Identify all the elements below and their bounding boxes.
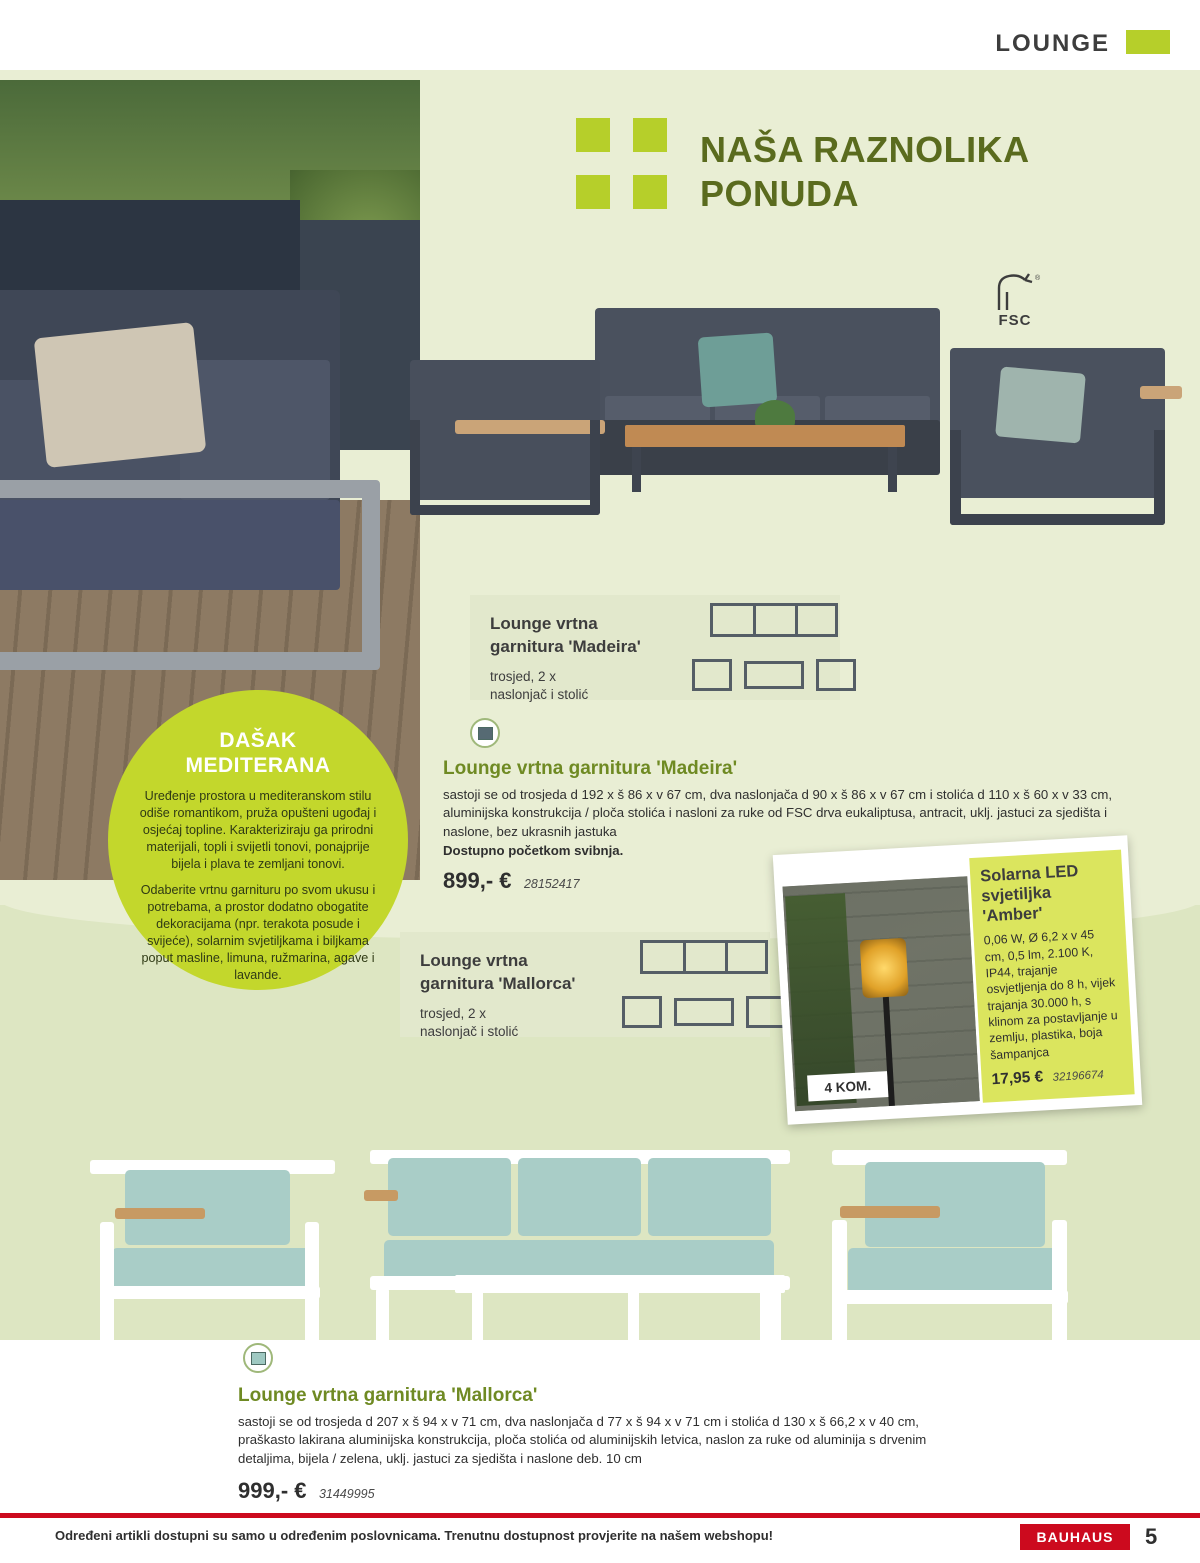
armchair-right-cross-frame: [832, 1290, 1068, 1304]
callout-paragraph-2: Odaberite vrtnu garnituru po svom ukusu i potrebama, a prostor dodatno obogatite dekoracijama (npr. terakota posude i svijeće), solarnim svjetiljkama i biljkama poput masline, limuna, ružmarina, agave i lavande.: [140, 883, 376, 983]
madeira-box-sub-line2: naslonjač i stolić: [490, 687, 589, 703]
mallorca-box-sub-line2: naslonjač i stolić: [420, 1024, 519, 1040]
madeira-availability: Dostupno početkom svibnja.: [443, 843, 624, 859]
solar-price: 17,95 €: [991, 1068, 1044, 1089]
sofa-back-cushion-3: [648, 1158, 771, 1236]
madeira-price: 899,- €: [443, 868, 512, 894]
mallorca-box-title-line1: Lounge vrtna: [420, 951, 528, 970]
madeira-product-description: sastoji se od trosjeda d 192 x š 86 x v 67 cm, dva naslonjača d 90 x š 86 x v 67 cm i stolića d 110 x š 60 x v 33 cm, aluminijska konstrukcija / ploča stolića i nasloni za ruke od FSC drva eukaliptusa, antracit, uklj. jastuci za sjedišta i naslone, bez ukrasnih jastuka: [443, 787, 1112, 839]
armchair-left-seat-cushion: [112, 1248, 312, 1290]
solar-title-line3: 'Amber': [981, 903, 1044, 926]
mallorca-table-leg-2: [628, 1293, 639, 1368]
svg-text:®: ®: [1035, 275, 1041, 282]
armchair-right-armrest-wood: [840, 1206, 940, 1218]
madeira-info-box: [470, 595, 840, 703]
madeira-article-number: 28152417: [523, 877, 580, 892]
pictogram-sofa-divider-2: [725, 943, 728, 971]
mallorca-price-row: [238, 1478, 938, 1504]
pictogram-armchair-left: [692, 659, 732, 691]
solar-article-number: 32196674: [1052, 1069, 1105, 1084]
mediterranean-callout: [108, 690, 408, 990]
hero-decorative-pillow: [34, 322, 207, 468]
madeira-box-title-line1: Lounge vrtna: [490, 614, 598, 633]
mallorca-color-swatch-chip: [251, 1352, 266, 1365]
solar-lamp-info: [969, 850, 1134, 1103]
solar-price-row: [991, 1064, 1124, 1089]
solar-title-line1: Solarna LED: [979, 862, 1079, 886]
armchair-left-cross-frame: [100, 1286, 320, 1299]
headline-square-1: [576, 118, 610, 152]
armchair-left-armrest-wood: [115, 1208, 205, 1219]
mallorca-info-box: [400, 932, 770, 1040]
callout-title-line1: DAŠAK: [219, 729, 297, 752]
mallorca-coffee-table-top: [455, 1275, 785, 1293]
pictogram-sofa-divider-2: [795, 606, 798, 634]
pictogram-sofa: [640, 940, 768, 974]
solar-lamp-description: 0,06 W, Ø 6,2 x v 45 cm, 0,5 lm, 2.100 K, IP44, trajanje osvjetljenja do 8 h, vijek trajanja 30.000 h, s klinom za postavljanje u zemlju, plastika, boja šampanjca: [983, 927, 1119, 1063]
mallorca-box-sub-line1: trosjed, 2 x: [420, 1005, 487, 1021]
page-title: [700, 128, 1170, 216]
mallorca-color-swatch: [243, 1343, 273, 1373]
madeira-color-swatch-chip: [478, 727, 493, 740]
headline-square-4: [633, 175, 667, 209]
armchair-right-seat-cushion: [848, 1248, 1058, 1294]
pictogram-armchair-left: [622, 996, 662, 1028]
mallorca-article-number: 31449995: [318, 1487, 375, 1502]
pictogram-armchair-right: [816, 659, 856, 691]
bauhaus-logo: BAUHAUS: [1020, 1524, 1130, 1550]
armchair-right-back-cushion: [865, 1162, 1045, 1247]
page-number: 5: [1145, 1524, 1158, 1549]
armchair-right-leg-2: [1052, 1220, 1067, 1355]
page-header: [0, 0, 1200, 70]
page-title-line-1: NAŠA RAZNOLIKA: [700, 129, 1030, 170]
pictogram-sofa: [710, 603, 838, 637]
sofa-back-cushion-2: [518, 1158, 641, 1236]
mallorca-product-description: sastoji se od trosjeda d 207 x š 94 x v 71 cm, dva naslonjača d 77 x š 94 x v 71 cm i stolića d 130 x š 66,2 x v 40 cm, praškasto lakirana aluminijska konstrukcija, ploča stolića od aluminijskih letvica, naslon za ruke od aluminija s drvenim detaljima, bijela / zelena, uklj. jastuci za sjedišta i naslone deb. 10 cm: [238, 1414, 927, 1466]
solar-lamp-light: [860, 938, 909, 998]
madeira-armchair-right-armrest: [1140, 386, 1182, 399]
madeira-set-pictogram: [710, 603, 850, 693]
mallorca-price: 999,- €: [238, 1478, 307, 1504]
madeira-armchair-right-frame: [950, 430, 1165, 525]
madeira-decorative-pillow: [698, 332, 778, 407]
sofa-back-cushion-1: [388, 1158, 511, 1236]
hero-sofa-frame: [0, 480, 380, 670]
solar-title-line2: svjetiljka: [980, 883, 1052, 906]
solar-lamp-title: [980, 860, 1115, 927]
madeira-product-photo: [400, 300, 1180, 570]
mallorca-set-pictogram: [640, 940, 780, 1030]
mallorca-armchair-left: [90, 1160, 335, 1355]
madeira-coffee-table-top: [625, 425, 905, 447]
section-label: LOUNGE: [995, 30, 1110, 57]
solar-quantity-badge: 4 KOM.: [807, 1071, 888, 1101]
madeira-product-name: Lounge vrtna garnitura 'Madeira': [443, 758, 738, 779]
mallorca-product-block: [238, 1385, 938, 1504]
sofa-armrest-wood: [364, 1190, 398, 1201]
footer-note: Određeni artikli dostupni su samo u određenim poslovnicama. Trenutnu dostupnost provjerite na našem webshopu!: [55, 1528, 773, 1543]
pictogram-table: [674, 998, 734, 1026]
madeira-box-sub-line1: trosjed, 2 x: [490, 668, 557, 684]
solar-lamp-card: [773, 835, 1143, 1124]
madeira-color-swatch: [470, 718, 500, 748]
pictogram-sofa-divider-1: [683, 943, 686, 971]
pictogram-sofa-divider-1: [753, 606, 756, 634]
page-title-line-2: PONUDA: [700, 172, 860, 214]
mallorca-product-photo: [60, 1125, 1150, 1385]
mallorca-sofa: [370, 1150, 790, 1335]
madeira-armchair-left-frame: [410, 420, 600, 515]
mallorca-box-title-line2: garnitura 'Mallorca': [420, 973, 576, 993]
armchair-right-leg-1: [832, 1220, 847, 1355]
headline-square-2: [633, 118, 667, 152]
callout-title-line2: MEDITERANA: [185, 754, 331, 778]
callout-paragraph-1: Uređenje prostora u mediteranskom stilu odiše romantikom, pruža opušteni ugođaj i osjećaj topline. Karakteriziraju ga prirodni materijali, topli i svijetli tonovi, ponajprije bijela i plava te zemljani tonovi.: [139, 789, 377, 872]
fsc-label: FSC: [998, 312, 1032, 329]
callout-title: [136, 728, 380, 778]
sofa-leg-1: [376, 1288, 389, 1363]
headline-square-3: [576, 175, 610, 209]
section-accent-square: [1126, 30, 1170, 54]
madeira-coffee-table-legs: [632, 447, 897, 492]
mallorca-table-leg-1: [472, 1293, 483, 1368]
pictogram-table: [744, 661, 804, 689]
madeira-box-title-line2: garnitura 'Madeira': [490, 636, 641, 656]
mallorca-product-name: Lounge vrtna garnitura 'Mallorca': [238, 1385, 538, 1406]
mallorca-armchair-right: [820, 1150, 1100, 1355]
mallorca-table-leg-3: [760, 1293, 771, 1368]
